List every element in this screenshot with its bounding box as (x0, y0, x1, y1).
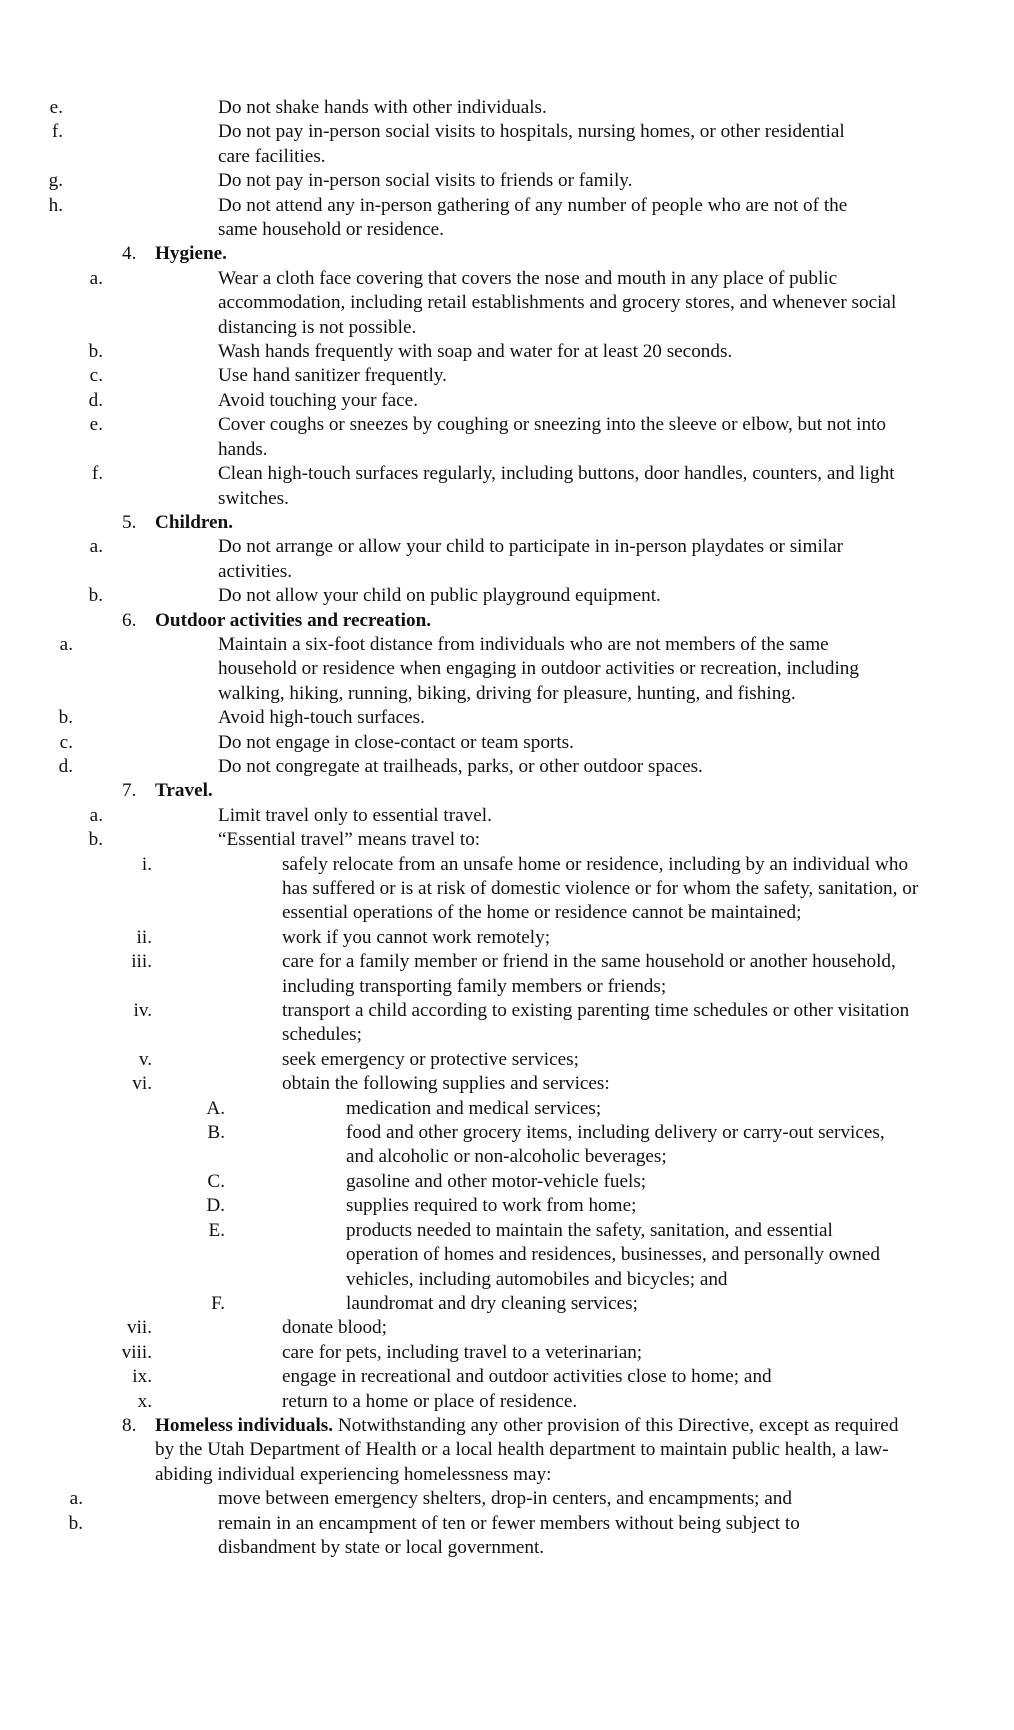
item-label: e. (89, 414, 103, 436)
section-children (0, 511, 915, 535)
list-item (0, 633, 888, 706)
item-label: h. (48, 194, 63, 216)
section-hygiene (0, 242, 915, 266)
list-item (0, 1048, 922, 1072)
item-label: C. (207, 1170, 225, 1192)
item-label: vii. (126, 1317, 152, 1339)
item-label: a. (89, 267, 103, 289)
list-item (0, 267, 918, 340)
section-heading: Children. (155, 511, 234, 533)
list-item (0, 1072, 922, 1096)
item-text: Wear a cloth face covering that covers the nose and mouth in any place of public accommodation, including retail establishments and grocery stores, and whenever social distancing is not possible. (218, 267, 897, 338)
item-label: ix. (132, 1366, 152, 1388)
item-text: obtain the following supplies and services: (282, 1073, 610, 1095)
section-heading: Outdoor activities and recreation. (155, 609, 432, 631)
item-text: Do not congregate at trailheads, parks, or other outdoor spaces. (218, 755, 703, 777)
item-text: engage in recreational and outdoor activities close to home; and (282, 1366, 772, 1388)
item-text: gasoline and other motor-vehicle fuels; (346, 1170, 647, 1192)
list-item (0, 1292, 906, 1316)
section-outdoor-activities (0, 609, 915, 633)
item-text: products needed to maintain the safety, sanitation, and essential operation of homes and residences, businesses, and personally owned vehicles, including automobiles and bicycles; and (346, 1219, 880, 1290)
list-item (0, 1512, 898, 1561)
section-heading: Travel. (155, 780, 213, 802)
list-item (0, 731, 888, 755)
item-text: laundromat and dry cleaning services; (346, 1292, 638, 1314)
section-number: 6. (122, 609, 137, 631)
item-text: care for pets, including travel to a veterinarian; (282, 1341, 643, 1363)
item-label: ii. (136, 926, 152, 948)
item-label: d. (58, 755, 73, 777)
section-heading: Hygiene. (155, 243, 227, 265)
list-item (0, 1121, 906, 1170)
item-label: b. (88, 585, 103, 607)
item-label: b. (88, 829, 103, 851)
list-item (0, 535, 918, 584)
item-label: c. (59, 731, 73, 753)
item-label: c. (89, 365, 103, 387)
item-label: b. (88, 341, 103, 363)
item-label: E. (208, 1219, 225, 1241)
item-text: Do not engage in close-contact or team sports. (218, 731, 574, 753)
list-item (0, 1390, 922, 1414)
list-item (0, 950, 922, 999)
item-text: return to a home or place of residence. (282, 1390, 578, 1412)
item-text: move between emergency shelters, drop-in centers, and encampments; and (218, 1488, 792, 1510)
list-item (0, 364, 918, 388)
item-text: Do not pay in-person social visits to friends or family. (218, 170, 633, 192)
item-text: supplies required to work from home; (346, 1195, 637, 1217)
item-label: a. (59, 633, 73, 655)
list-item (0, 120, 878, 169)
section-heading: Homeless individuals. (155, 1414, 334, 1436)
list-item (0, 584, 918, 608)
list-item (0, 926, 922, 950)
item-text: Do not arrange or allow your child to participate in in-person playdates or similar activities. (218, 536, 844, 582)
item-text: work if you cannot work remotely; (282, 926, 551, 948)
item-text: food and other grocery items, including delivery or carry-out services, and alcoholic or non-alcoholic beverages; (346, 1122, 885, 1168)
item-label: F. (211, 1292, 225, 1314)
section-number: 5. (122, 511, 137, 533)
item-label: i. (141, 853, 152, 875)
list-item (0, 194, 878, 243)
item-label: v. (138, 1048, 152, 1070)
item-label: b. (68, 1512, 83, 1534)
item-label: A. (206, 1097, 225, 1119)
item-label: e. (49, 97, 63, 118)
section-homeless-individuals (0, 1414, 915, 1487)
item-text: care for a family member or friend in the same household or another household, including transporting family members or friends; (282, 951, 896, 997)
item-text: Avoid high-touch surfaces. (218, 707, 425, 729)
item-label: iv. (133, 1000, 152, 1022)
item-text: Cover coughs or sneezes by coughing or sneezing into the sleeve or elbow, but not into hands. (218, 414, 887, 460)
list-item (0, 96, 878, 120)
item-text: Wash hands frequently with soap and water for at least 20 seconds. (218, 341, 733, 363)
item-label: x. (137, 1390, 152, 1412)
list-item (0, 462, 918, 511)
list-item (0, 706, 888, 730)
item-text: seek emergency or protective services; (282, 1048, 579, 1070)
item-label: B. (207, 1122, 225, 1144)
list-item (0, 1170, 906, 1194)
section-number: 4. (122, 243, 137, 265)
item-label: f. (51, 121, 63, 143)
list-item (0, 1219, 906, 1292)
list-item (0, 1316, 922, 1340)
item-label: a. (89, 804, 103, 826)
item-text: Do not allow your child on public playground equipment. (218, 585, 661, 607)
item-text: safely relocate from an unsafe home or residence, including by an individual who has suffered or is at risk of domestic violence or for whom the safety, sanitation, or essential operations of the home or residence cannot be maintained; (282, 853, 919, 924)
list-item (0, 1341, 922, 1365)
item-text: medication and medical services; (346, 1097, 602, 1119)
item-text: Maintain a six-foot distance from individuals who are not members of the same household or residence when engaging in outdoor activities or recreation, including walking, hiking, running, biking, driving for pleasure, hunting, and fishing. (218, 633, 859, 704)
list-item (0, 804, 918, 828)
list-item (0, 413, 918, 462)
section-travel (0, 779, 915, 803)
item-label: iii. (131, 951, 152, 973)
item-text: remain in an encampment of ten or fewer members without being subject to disbandment by state or local government. (218, 1512, 800, 1558)
item-text: Do not shake hands with other individuals. (218, 97, 547, 118)
list-item (0, 1487, 898, 1511)
item-label: a. (69, 1488, 83, 1510)
list-item (0, 853, 922, 926)
item-text: Avoid touching your face. (218, 389, 418, 411)
list-item (0, 1194, 906, 1218)
item-label: D. (206, 1195, 225, 1217)
item-label: viii. (121, 1341, 152, 1363)
list-item (0, 169, 878, 193)
item-label: d. (88, 389, 103, 411)
item-text: Clean high-touch surfaces regularly, including buttons, door handles, counters, and light switches. (218, 463, 895, 509)
list-item (0, 1097, 906, 1121)
section-paragraph (155, 1414, 915, 1487)
item-text: Use hand sanitizer frequently. (218, 365, 447, 387)
item-label: vi. (132, 1073, 152, 1095)
item-text: Do not attend any in-person gathering of any number of people who are not of the same household or residence. (218, 194, 848, 241)
item-text: donate blood; (282, 1317, 387, 1339)
item-text: Limit travel only to essential travel. (218, 804, 492, 826)
item-label: b. (58, 707, 73, 729)
section-number: 8. (122, 1414, 137, 1436)
section-body: Notwithstanding any other provision of this Directive, except as required by the Utah Department of Health or a local health department to maintain public health, a law-abiding individual experiencing homelessness may: (155, 1414, 899, 1485)
list-item (0, 999, 922, 1048)
item-label: f. (91, 463, 103, 485)
list-item (0, 340, 918, 364)
item-text: “Essential travel” means travel to: (218, 829, 481, 851)
list-item (0, 389, 918, 413)
section-number: 7. (122, 780, 137, 802)
item-label: g. (48, 170, 63, 192)
list-item (0, 828, 918, 852)
item-text: transport a child according to existing parenting time schedules or other visitation schedules; (282, 1000, 910, 1046)
item-text: Do not pay in-person social visits to hospitals, nursing homes, or other residential care facilities. (218, 121, 845, 167)
item-label: a. (89, 536, 103, 558)
list-item (0, 1365, 922, 1389)
list-item (0, 755, 888, 779)
